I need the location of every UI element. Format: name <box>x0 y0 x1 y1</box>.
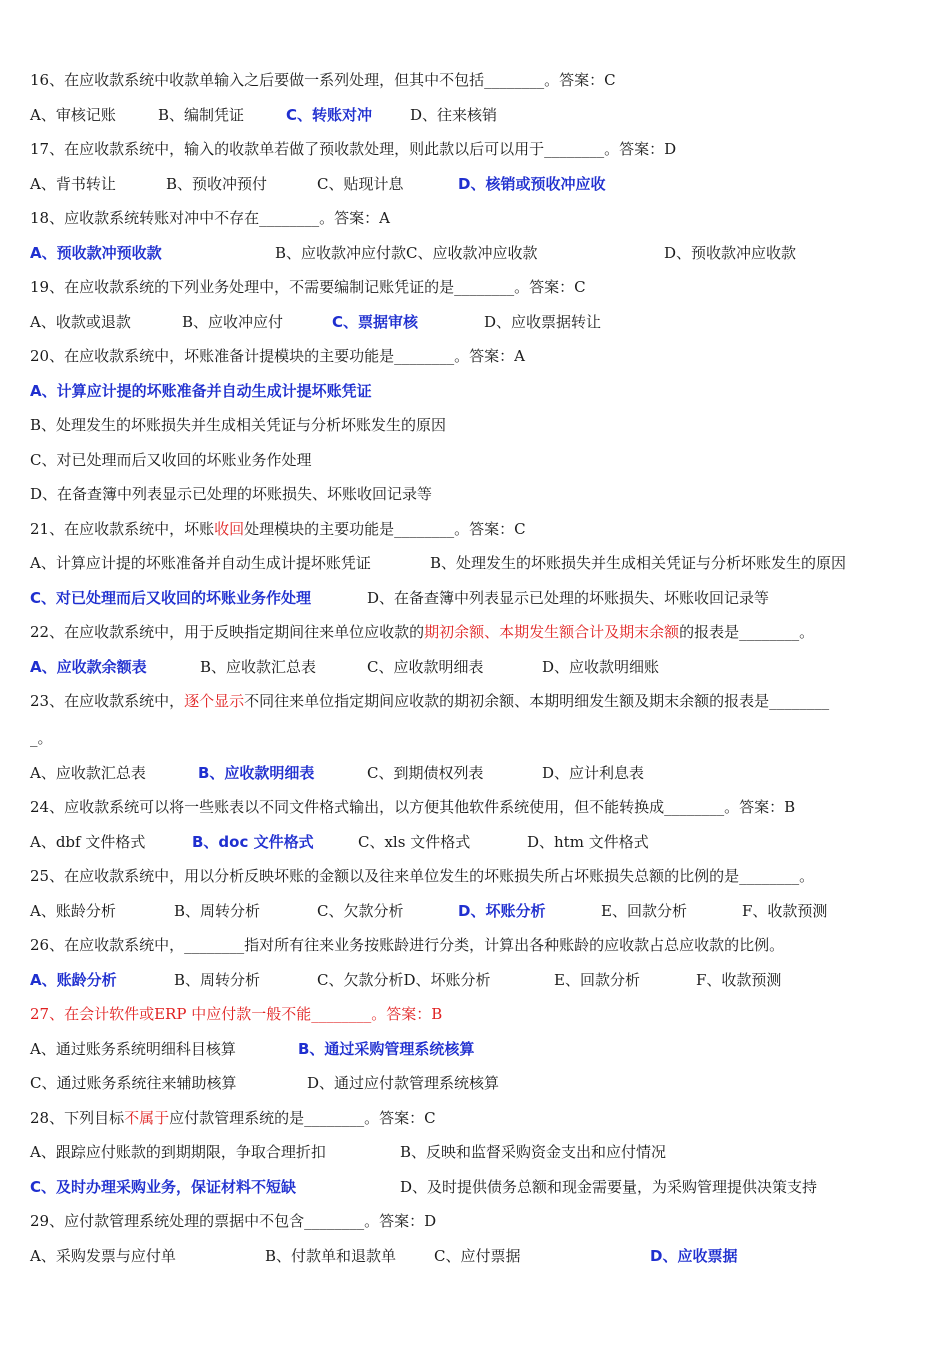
option-a: A、账龄分析 <box>30 902 116 920</box>
stem-part: 的报表是________。 <box>679 623 815 641</box>
option-d: D、应收款明细账 <box>542 658 660 676</box>
question-27-stem: 27、在会计软件或ERP 中应付款一般不能________。答案：B <box>30 1005 443 1023</box>
stem-part: 21、在应收款系统中，坏账 <box>30 520 215 538</box>
option-b: B、处理发生的坏账损失并生成相关凭证与分析坏账发生的原因 <box>430 554 847 572</box>
option-a-answer: A、账龄分析 <box>30 971 117 989</box>
option-d-answer: D、坏账分析 <box>458 902 546 920</box>
option-c-answer: C、转账对冲 <box>286 106 373 124</box>
stem-part: 22、在应收款系统中，用于反映指定期间往来单位应收款的 <box>30 623 425 641</box>
stem-part: 不同往来单位指定期间应收款的期初余额、本期明细发生额及期末余额的报表是________ <box>244 692 830 710</box>
option-c: C、xls 文件格式 <box>358 833 471 851</box>
option-d: D、htm 文件格式 <box>527 833 649 851</box>
option-a: A、通过账务系统明细科目核算 <box>30 1040 236 1058</box>
option-b-answer: B、doc 文件格式 <box>192 833 314 851</box>
question-23-stem-cont: _。 <box>30 729 53 747</box>
question-25-stem: 25、在应收款系统中，用以分析反映坏账的金额以及往来单位发生的坏账损失所占坏账损失总额的比例的是________。 <box>30 867 815 885</box>
option-a: A、背书转让 <box>30 175 116 193</box>
option-d: D、通过应付款管理系统核算 <box>307 1074 500 1092</box>
question-22-options <box>30 657 926 777</box>
stem-part: 23、在应收款系统中， <box>30 692 185 710</box>
question-19-options <box>30 312 926 432</box>
stem-highlight: 收回 <box>214 520 245 538</box>
option-b-answer: B、应收款明细表 <box>198 764 315 782</box>
option-c: C、到期债权列表 <box>367 764 484 782</box>
option-d: D、应收票据转让 <box>484 313 602 331</box>
question-21-stem <box>30 519 926 539</box>
question-20-option-d: D、在备查簿中列表显示已处理的坏账损失、坏账收回记录等 <box>30 485 433 503</box>
stem-part: 处理模块的主要功能是________。答案：C <box>244 520 526 538</box>
option-d-answer: D、应收票据 <box>650 1247 738 1265</box>
question-16-stem: 16、在应收款系统中收款单输入之后要做一系列处理，但其中不包括________。答案：C <box>30 71 616 89</box>
option-a: A、收款或退款 <box>30 313 131 331</box>
question-22-stem <box>30 622 926 642</box>
option-c: C、通过账务系统往来辅助核算 <box>30 1074 237 1092</box>
option-c: C、欠款分析 <box>317 902 404 920</box>
option-d: D、应计利息表 <box>542 764 645 782</box>
option-b: B、周转分析 <box>174 902 261 920</box>
question-20-option-c: C、对已处理而后又收回的坏账业务作处理 <box>30 451 312 469</box>
option-b: B、预收冲预付 <box>166 175 268 193</box>
option-c: C、贴现计息 <box>317 175 404 193</box>
option-c-answer: C、对已处理而后又收回的坏账业务作处理 <box>30 589 312 607</box>
option-c: C、应收款明细表 <box>367 658 484 676</box>
option-b-c: B、应收款冲应付款C、应收款冲应收款 <box>275 244 538 262</box>
option-c-answer: C、票据审核 <box>332 313 419 331</box>
option-c: C、应付票据 <box>434 1247 521 1265</box>
question-20-stem: 20、在应收款系统中，坏账准备计提模块的主要功能是________。答案：A <box>30 347 525 365</box>
option-a: A、计算应计提的坏账准备并自动生成计提坏账凭证 <box>30 554 371 572</box>
question-23-stem <box>30 691 926 711</box>
option-f: F、收款预测 <box>696 971 782 989</box>
question-20-option-b: B、处理发生的坏账损失并生成相关凭证与分析坏账发生的原因 <box>30 416 447 434</box>
stem-highlight: 不属于 <box>124 1109 170 1127</box>
question-19-stem: 19、在应收款系统的下列业务处理中，不需要编制记账凭证的是________。答案：C <box>30 278 586 296</box>
option-a: A、采购发票与应付单 <box>30 1247 176 1265</box>
option-b-answer: B、通过采购管理系统核算 <box>298 1040 475 1058</box>
option-e: E、回款分析 <box>554 971 640 989</box>
option-d: D、往来核销 <box>410 106 498 124</box>
option-b: B、付款单和退款单 <box>265 1247 397 1265</box>
option-a: A、审核记账 <box>30 106 116 124</box>
option-d: D、及时提供债务总额和现金需要量，为采购管理提供决策支持 <box>400 1178 818 1196</box>
option-c-d: C、欠款分析D、坏账分析 <box>317 971 491 989</box>
option-b: B、应收冲应付 <box>182 313 284 331</box>
question-28-stem <box>30 1108 926 1128</box>
option-b: B、周转分析 <box>174 971 261 989</box>
option-d: D、在备查簿中列表显示已处理的坏账损失、坏账收回记录等 <box>367 589 770 607</box>
option-b: B、应收款汇总表 <box>200 658 317 676</box>
option-d-answer: D、核销或预收冲应收 <box>458 175 606 193</box>
question-20-option-a-answer: A、计算应计提的坏账准备并自动生成计提坏账凭证 <box>30 382 372 400</box>
question-29-options <box>30 1246 926 1366</box>
option-a-answer: A、预收款冲预收款 <box>30 244 162 262</box>
option-f: F、收款预测 <box>742 902 828 920</box>
option-a: A、应收款汇总表 <box>30 764 146 782</box>
stem-part: 应付款管理系统的是________。答案：C <box>169 1109 436 1127</box>
question-29-stem: 29、应付款管理系统处理的票据中不包含________。答案：D <box>30 1212 437 1230</box>
stem-highlight: 逐个显示 <box>184 692 245 710</box>
option-b: B、反映和监督采购资金支出和应付情况 <box>400 1143 667 1161</box>
option-c-answer: C、及时办理采购业务，保证材料不短缺 <box>30 1178 297 1196</box>
question-26-stem: 26、在应收款系统中，________指对所有往来业务按账龄进行分类，计算出各种账龄的应收款占总应收款的比例。 <box>30 936 785 954</box>
option-a-answer: A、应收款余额表 <box>30 658 147 676</box>
option-e: E、回款分析 <box>601 902 687 920</box>
question-24-stem: 24、应收款系统可以将一些账表以不同文件格式输出，以方便其他软件系统使用，但不能转换成________。答案：B <box>30 798 796 816</box>
option-d: D、预收款冲应收款 <box>664 244 797 262</box>
stem-highlight: 期初余额、本期发生额合计及期末余额 <box>424 623 680 641</box>
option-b: B、编制凭证 <box>158 106 245 124</box>
stem-part: 28、下列目标 <box>30 1109 125 1127</box>
option-a: A、跟踪应付账款的到期期限，争取合理折扣 <box>30 1143 326 1161</box>
option-a: A、dbf 文件格式 <box>30 833 146 851</box>
question-18-stem: 18、应收款系统转账对冲中不存在________。答案：A <box>30 209 390 227</box>
question-17-stem: 17、在应收款系统中，输入的收款单若做了预收款处理，则此款以后可以用于________。答案：D <box>30 140 677 158</box>
